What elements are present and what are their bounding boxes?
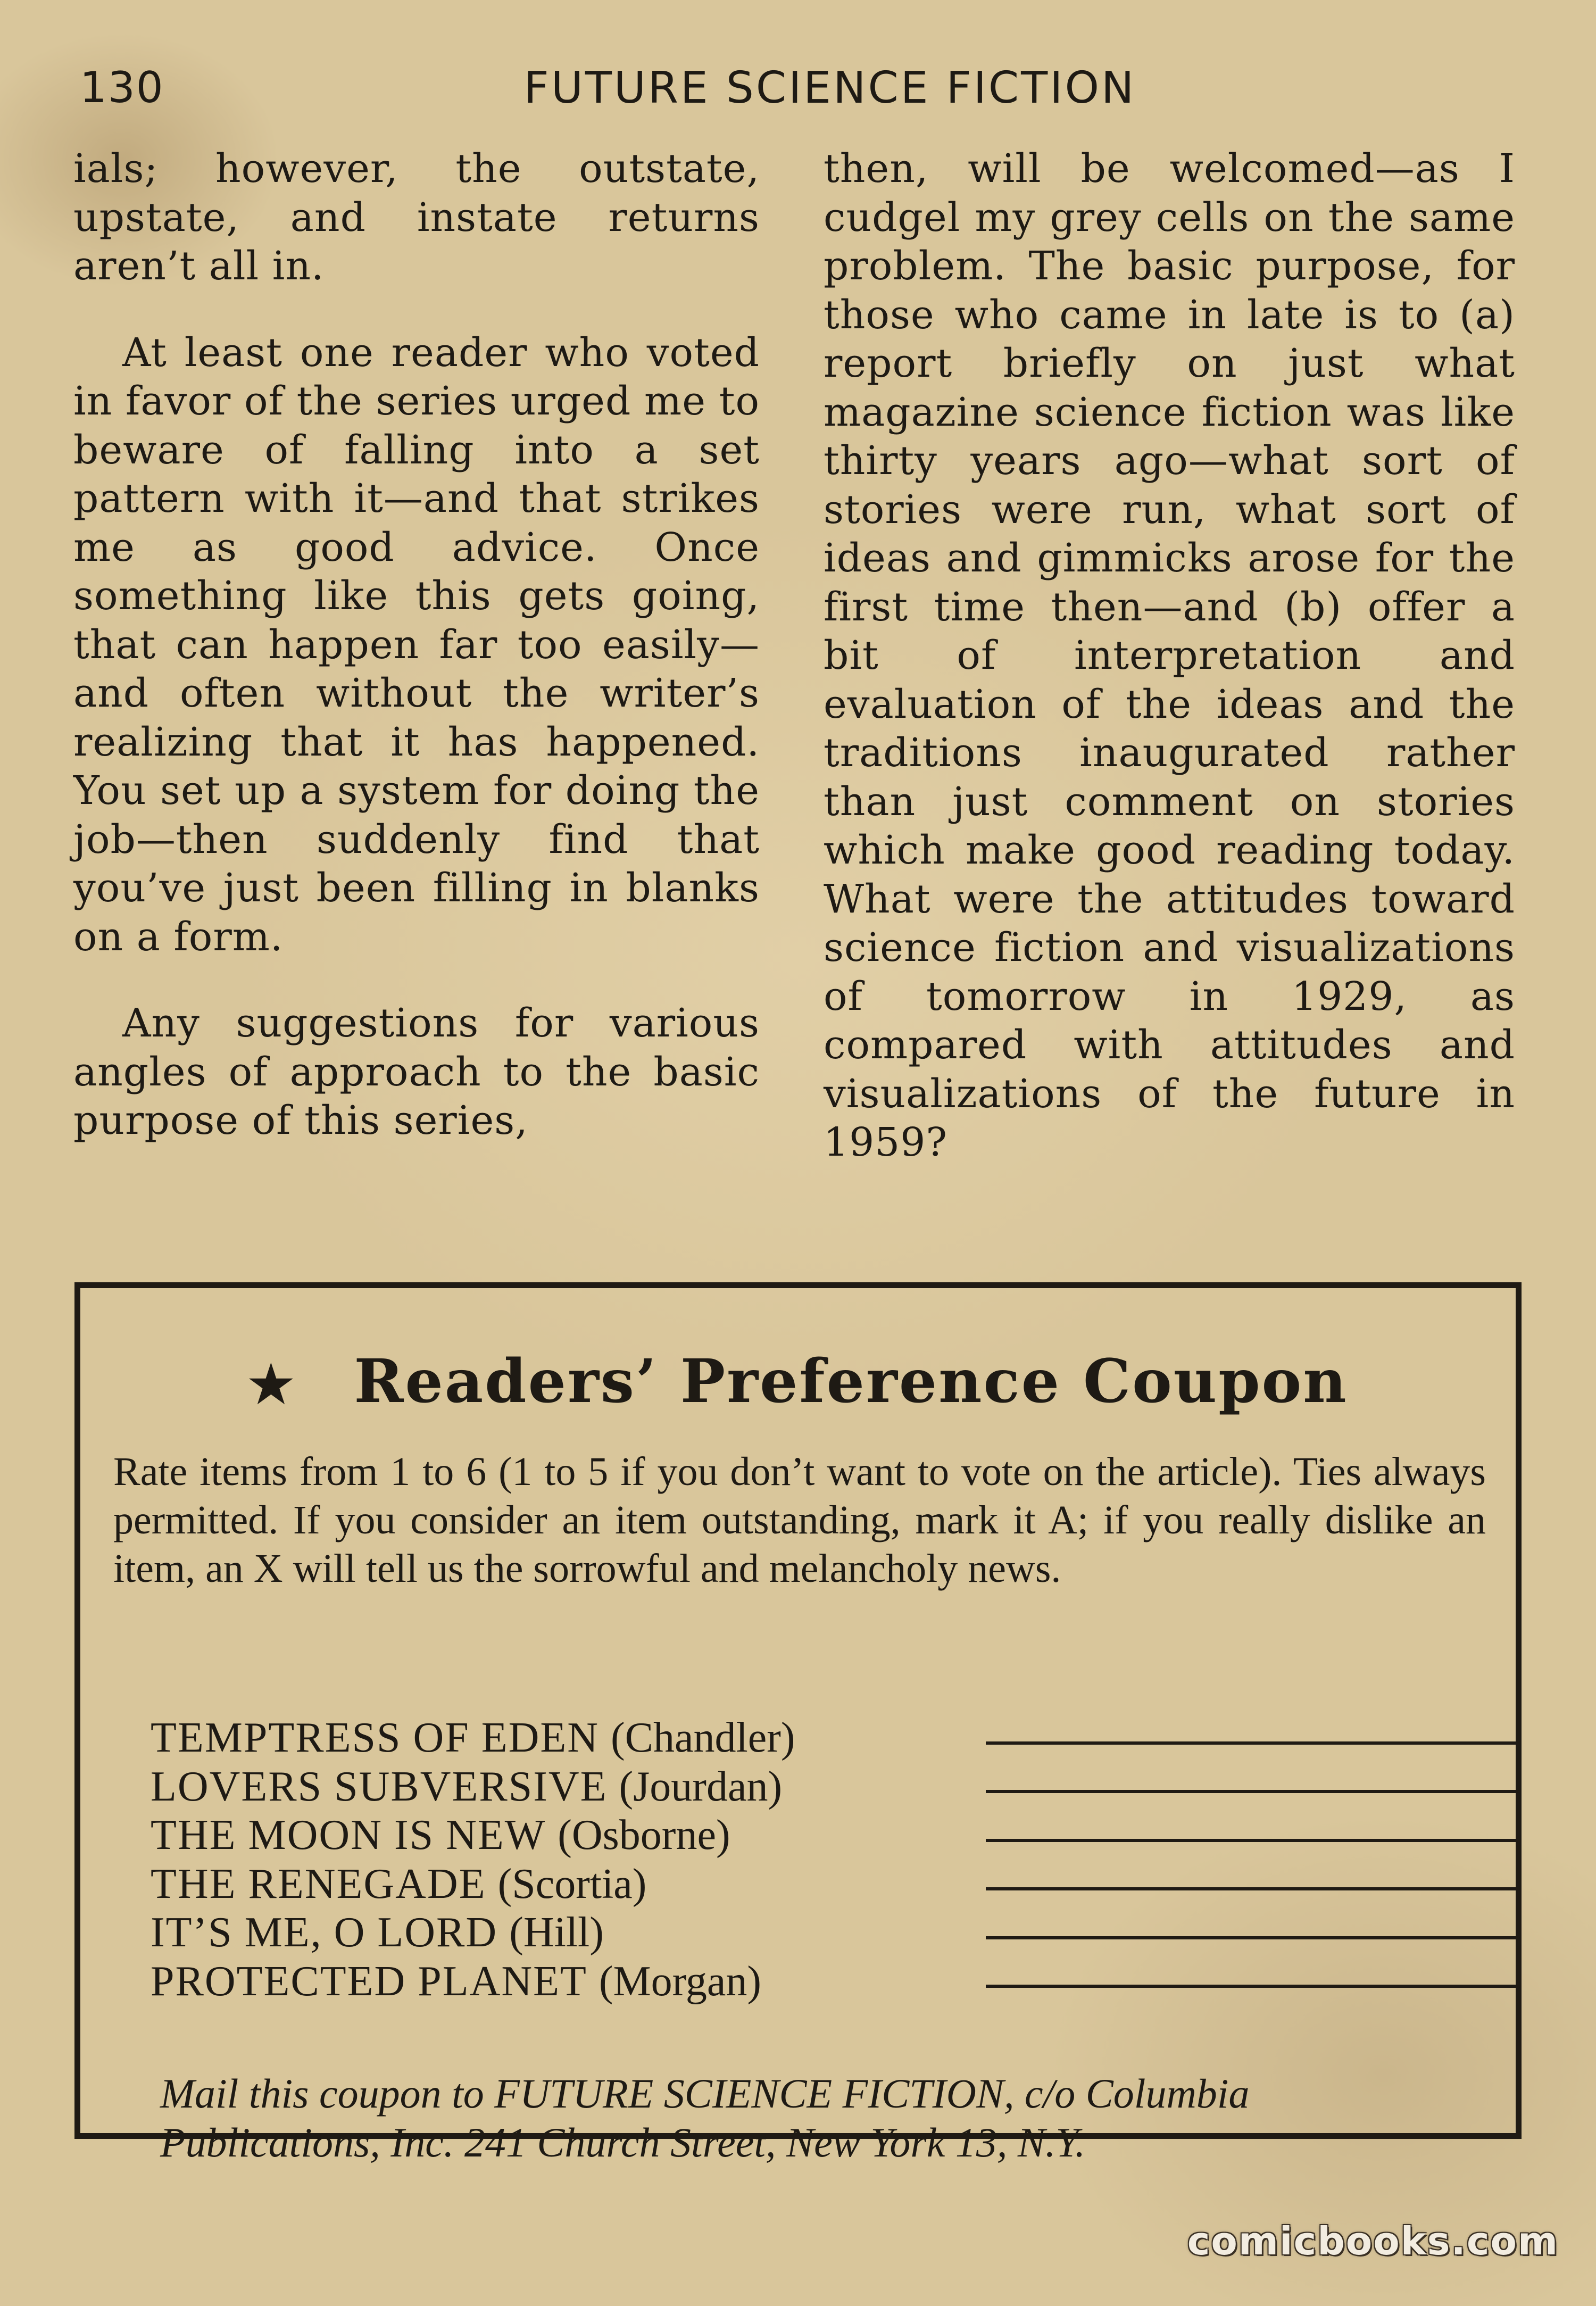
ballot-item: [151, 1811, 1518, 1860]
story-author: (Scortia): [497, 1860, 647, 1907]
story-author: (Morgan): [598, 1957, 761, 2005]
story-title: TEMPTRESS OF EDEN: [151, 1714, 599, 1762]
story-title: THE MOON IS NEW: [151, 1812, 546, 1859]
page-number: 130: [80, 63, 164, 112]
ballot-list: [151, 1714, 1518, 2006]
rating-blank-line[interactable]: [986, 1887, 1518, 1890]
coupon-instructions: Rate items from 1 to 6 (1 to 5 if you don’t want to vote on the article). Ties always permitted. If you consider an item outstanding, mark it A; if you really dislike an item, an X will tell us the sorrowful and melancholy news.: [113, 1449, 1486, 1591]
ballot-item: [151, 1957, 1518, 2006]
article-paragraph: ials; however, the outstate, upstate, and instate returns aren’t all in.: [73, 146, 760, 289]
mailing-address: Mail this coupon to FUTURE SCIENCE FICTION, c/o Columbia Publications, Inc. 241 Church Street, New York 13, N.Y.: [160, 2070, 1250, 2166]
star-icon: ★: [248, 1354, 296, 1414]
coupon-title-text: Readers’ Preference Coupon: [354, 1347, 1348, 1416]
running-head: FUTURE SCIENCE FICTION: [523, 63, 1136, 113]
article-left-column: [73, 145, 760, 1183]
story-title: LOVERS SUBVERSIVE: [151, 1763, 608, 1810]
story-title: THE RENEGADE: [151, 1860, 486, 1907]
readers-preference-coupon: [74, 1282, 1522, 2166]
article-paragraph: At least one reader who voted in favor of the series urged me to beware of falling into a set pattern with it—and that strikes me as good advice. Once something like this gets going, that can happen far too easily—and often without the writer’s realizing that it has happened. You set up a system for doing the job—then suddenly find that you’ve just been filling in blanks on a form.: [73, 329, 760, 960]
rating-blank-line[interactable]: [986, 1985, 1518, 1988]
story-author: (Hill): [509, 1909, 604, 1956]
ballot-item: [151, 1763, 1518, 1812]
article-paragraph: Any suggestions for various angles of approach to the basic purpose of this series,: [73, 1000, 760, 1143]
story-author: (Osborne): [558, 1812, 730, 1859]
article-paragraph: then, will be welcomed—as I cudgel my grey cells on the same problem. The basic purpose, for those who came in late is to (a) report briefly on just what magazine science fiction was like thirty years ago—what sort of stories were run, what sort of ideas and gimmicks arose for the first time then—and (b) offer a bit of interpretation and evaluation of the ideas and the traditions inaugurated rather than just comment on stories which make good reading today. What were the attitudes toward science fiction and visualizations of tomorrow in 1929, as compared with attitudes and visualizations of the future in 1959?: [824, 146, 1515, 1165]
story-author: (Jourdan): [619, 1763, 783, 1810]
watermark: comicbooks.com: [1187, 2219, 1559, 2263]
ballot-item: [151, 1909, 1518, 1957]
coupon-title: [80, 1347, 1516, 1416]
article-right-column: [824, 145, 1515, 1205]
rating-blank-line[interactable]: [986, 1839, 1518, 1842]
ballot-item: [151, 1714, 1518, 1763]
story-title: IT’S ME, O LORD: [151, 1909, 498, 1956]
story-author: (Chandler): [610, 1714, 795, 1762]
rating-blank-line[interactable]: [986, 1741, 1518, 1745]
story-title: PROTECTED PLANET: [151, 1957, 587, 2005]
rating-blank-line[interactable]: [986, 1936, 1518, 1939]
rating-blank-line[interactable]: [986, 1790, 1518, 1793]
ballot-item: [151, 1860, 1518, 1909]
